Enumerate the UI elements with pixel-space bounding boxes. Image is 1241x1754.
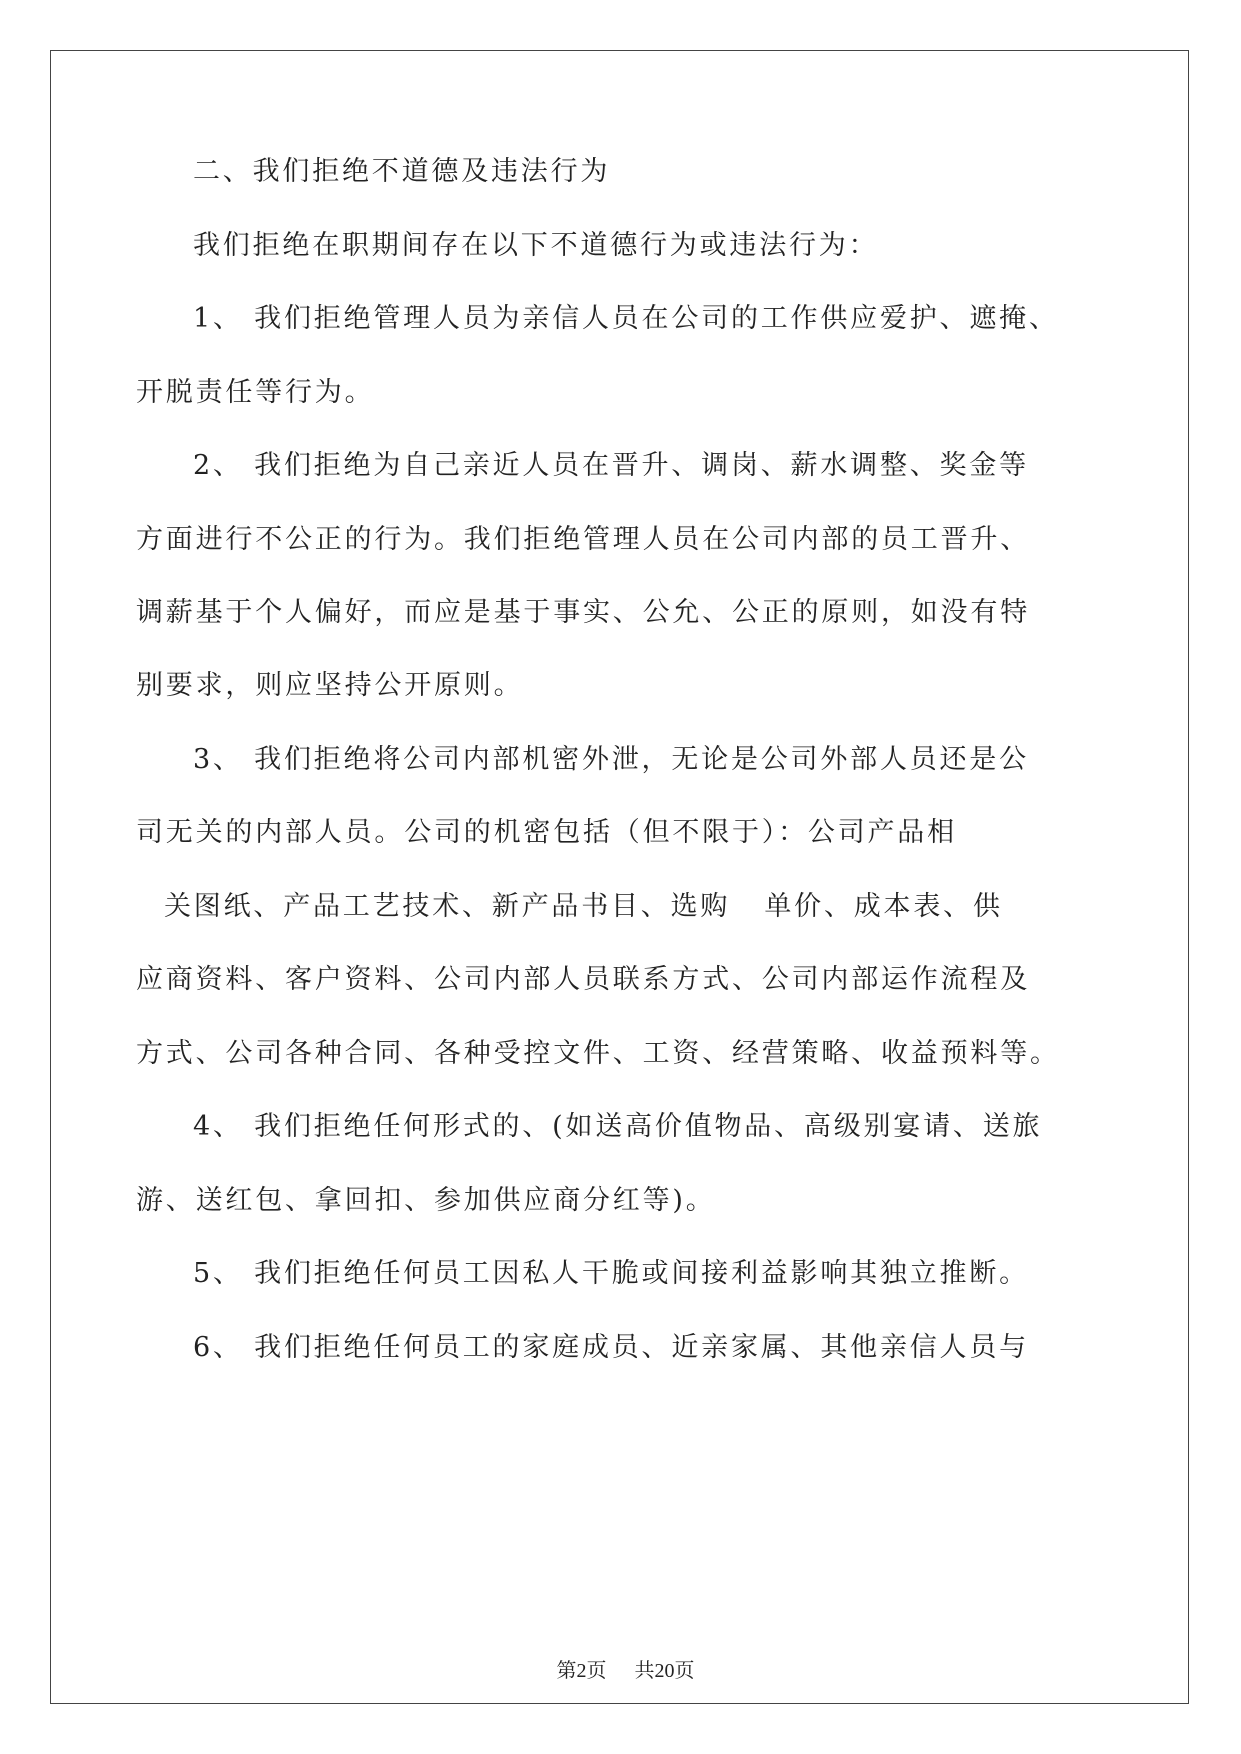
- item-5-line-1: 5、 我们拒绝任何员工因私人干脆或间接利益影响其独立推断。: [193, 1258, 1029, 1289]
- page-total: 共20页: [634, 1660, 695, 1682]
- page-number: 第2页: [556, 1660, 607, 1682]
- page-frame: [50, 50, 1189, 1704]
- item-1-line-1: 1、 我们拒绝管理人员为亲信人员在公司的工作供应爱护、遮掩、: [193, 303, 1059, 334]
- intro-paragraph: 我们拒绝在职期间存在以下不道德行为或违法行为：: [193, 230, 879, 261]
- item-3-line-1: 3、 我们拒绝将公司内部机密外泄，无论是公司外部人员还是公: [193, 744, 1029, 775]
- item-3-line-5: 方式、公司各种合同、各种受控文件、工资、经营策略、收益预料等。: [136, 1038, 1060, 1069]
- item-4-line-2: 游、送红包、拿回扣、参加供应商分红等)。: [136, 1185, 716, 1216]
- item-2-line-1: 2、 我们拒绝为自己亲近人员在晋升、调岗、薪水调整、奖金等: [193, 450, 1029, 481]
- item-2-line-4: 别要求，则应坚持公开原则。: [136, 670, 524, 701]
- item-6-line-1: 6、 我们拒绝任何员工的家庭成员、近亲家属、其他亲信人员与: [193, 1332, 1029, 1363]
- page-footer: [0, 1631, 1241, 1683]
- section-heading: 二、我们拒绝不道德及违法行为: [193, 156, 611, 187]
- item-1-line-2: 开脱责任等行为。: [136, 377, 375, 408]
- item-2-line-2: 方面进行不公正的行为。我们拒绝管理人员在公司内部的员工晋升、: [136, 524, 1030, 555]
- item-3-line-2: 司无关的内部人员。公司的机密包括（但不限于）：公司产品相: [136, 817, 957, 848]
- item-4-line-1: 4、 我们拒绝任何形式的、(如送高价值物品、高级别宴请、送旅: [193, 1111, 1043, 1142]
- item-3-line-3: 关图纸、产品工艺技术、新产品书目、选购 单价、成本表、供: [164, 891, 1003, 922]
- item-3-line-4: 应商资料、客户资料、公司内部人员联系方式、公司内部运作流程及: [136, 964, 1030, 995]
- item-2-line-3: 调薪基于个人偏好，而应是基于事实、公允、公正的原则，如没有特: [136, 597, 1030, 628]
